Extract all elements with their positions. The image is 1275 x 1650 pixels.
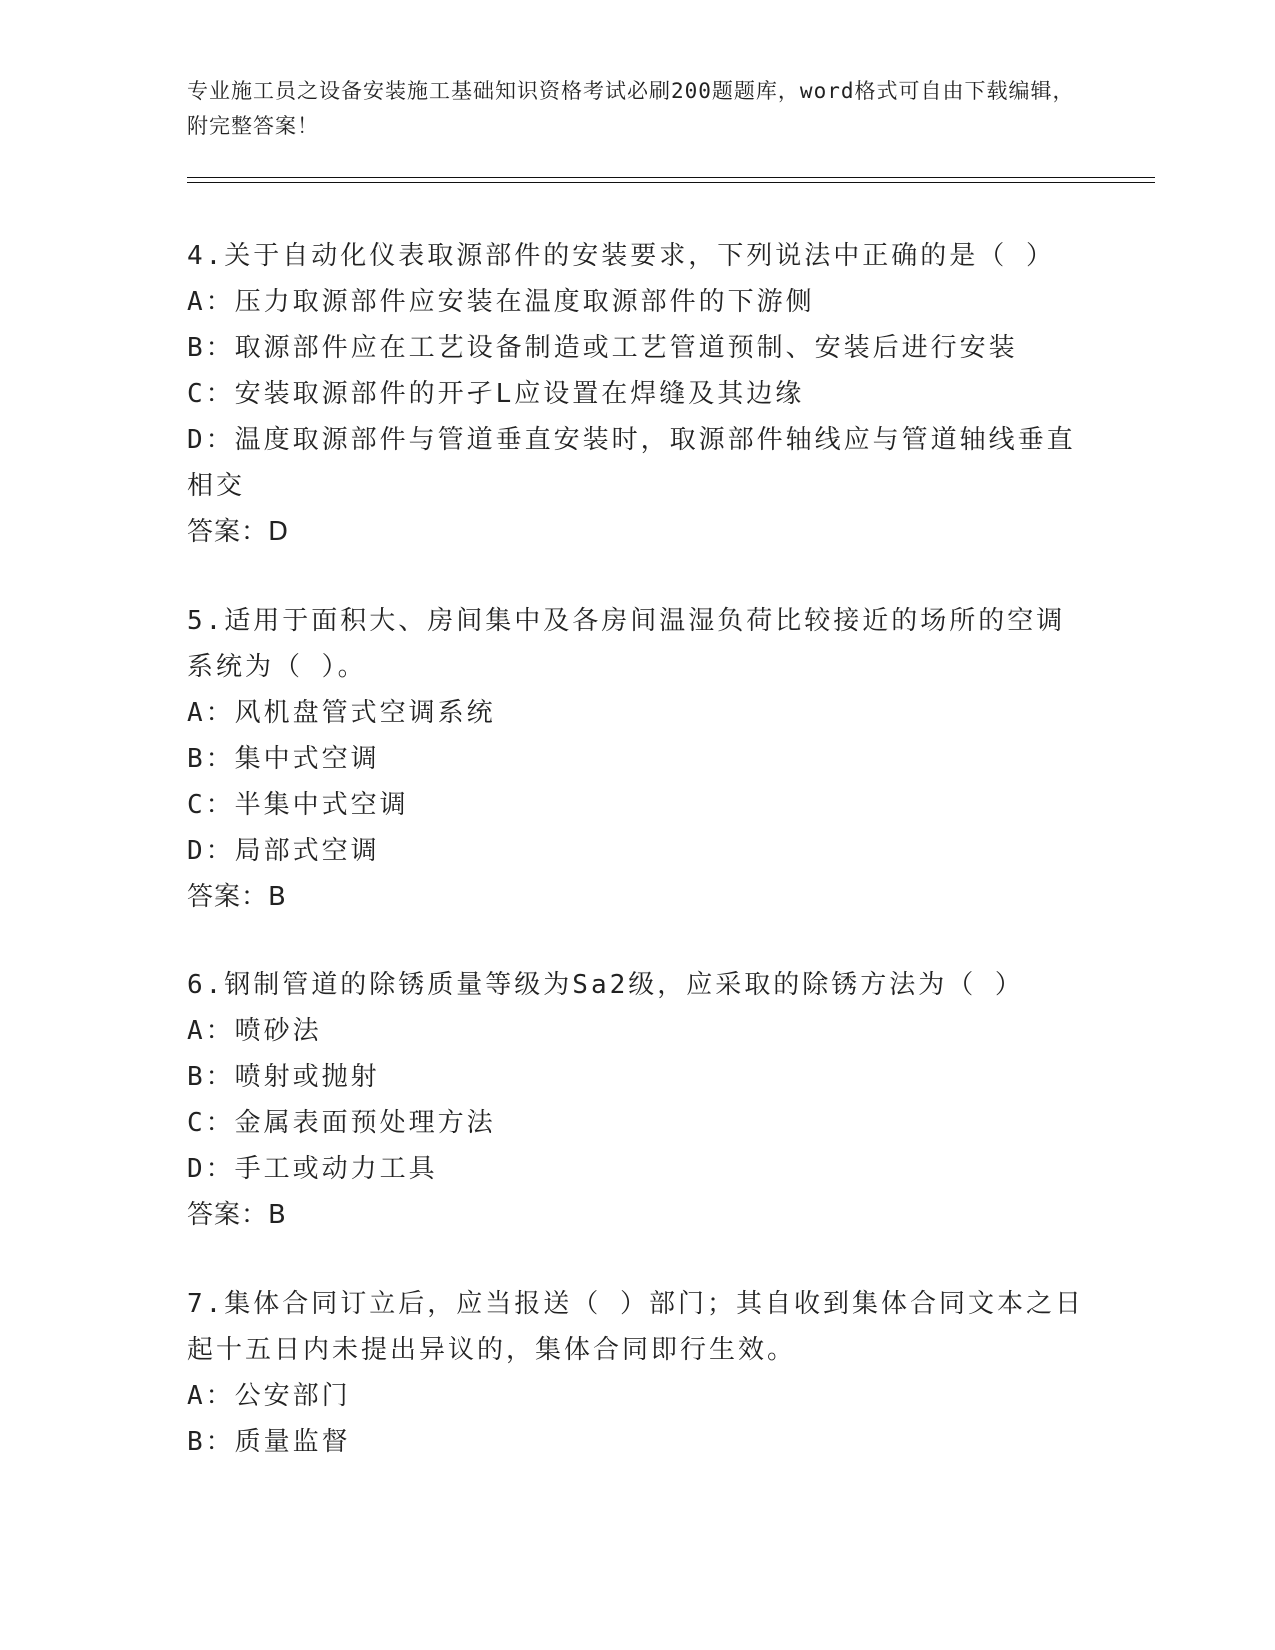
option-c: C：安装取源部件的开孑L应设置在焊缝及其边缘 xyxy=(187,379,805,409)
option-d: D：局部式空调 xyxy=(187,836,380,866)
option-c: C：金属表面预处理方法 xyxy=(187,1108,496,1138)
option-d: D：手工或动力工具 xyxy=(187,1154,438,1184)
option-b: B：取源部件应在工艺设备制造或工艺管道预制、安装后进行安装 xyxy=(187,333,1018,363)
header-divider-bottom xyxy=(187,182,1155,183)
answer: 答案：D xyxy=(187,517,290,547)
option-a: A：喷砂法 xyxy=(187,1016,322,1046)
question-stem: 6.钢制管道的除锈质量等级为Sa2级，应采取的除锈方法为（ ） xyxy=(187,970,1024,1000)
question-stem: 5.适用于面积大、房间集中及各房间温湿负荷比较接近的场所的空调系统为（ ）。 xyxy=(187,606,1066,682)
question-6 xyxy=(187,962,1087,1238)
document-header: 专业施工员之设备安装施工基础知识资格考试必刷200题题库，word格式可自由下载编辑，附完整答案！ xyxy=(187,79,1075,138)
option-d: D：温度取源部件与管道垂直安装时，取源部件轴线应与管道轴线垂直相交 xyxy=(187,425,1076,501)
option-c: C：半集中式空调 xyxy=(187,790,409,820)
option-a: A：公安部门 xyxy=(187,1381,351,1411)
option-b: B：集中式空调 xyxy=(187,744,380,774)
answer: 答案：B xyxy=(187,1200,287,1230)
option-a: A：风机盘管式空调系统 xyxy=(187,698,496,728)
question-stem: 4.关于自动化仪表取源部件的安装要求，下列说法中正确的是（ ） xyxy=(187,241,1055,271)
answer: 答案：B xyxy=(187,882,287,912)
question-7 xyxy=(187,1281,1087,1465)
question-4 xyxy=(187,233,1087,555)
option-b: B：质量监督 xyxy=(187,1427,351,1457)
header-divider-top xyxy=(187,177,1155,178)
question-5 xyxy=(187,598,1087,920)
option-b: B：喷射或抛射 xyxy=(187,1062,380,1092)
option-a: A：压力取源部件应安装在温度取源部件的下游侧 xyxy=(187,287,815,317)
question-stem: 7.集体合同订立后，应当报送（ ）部门；其自收到集体合同文本之日起十五日内未提出异议的，集体合同即行生效。 xyxy=(187,1289,1084,1365)
